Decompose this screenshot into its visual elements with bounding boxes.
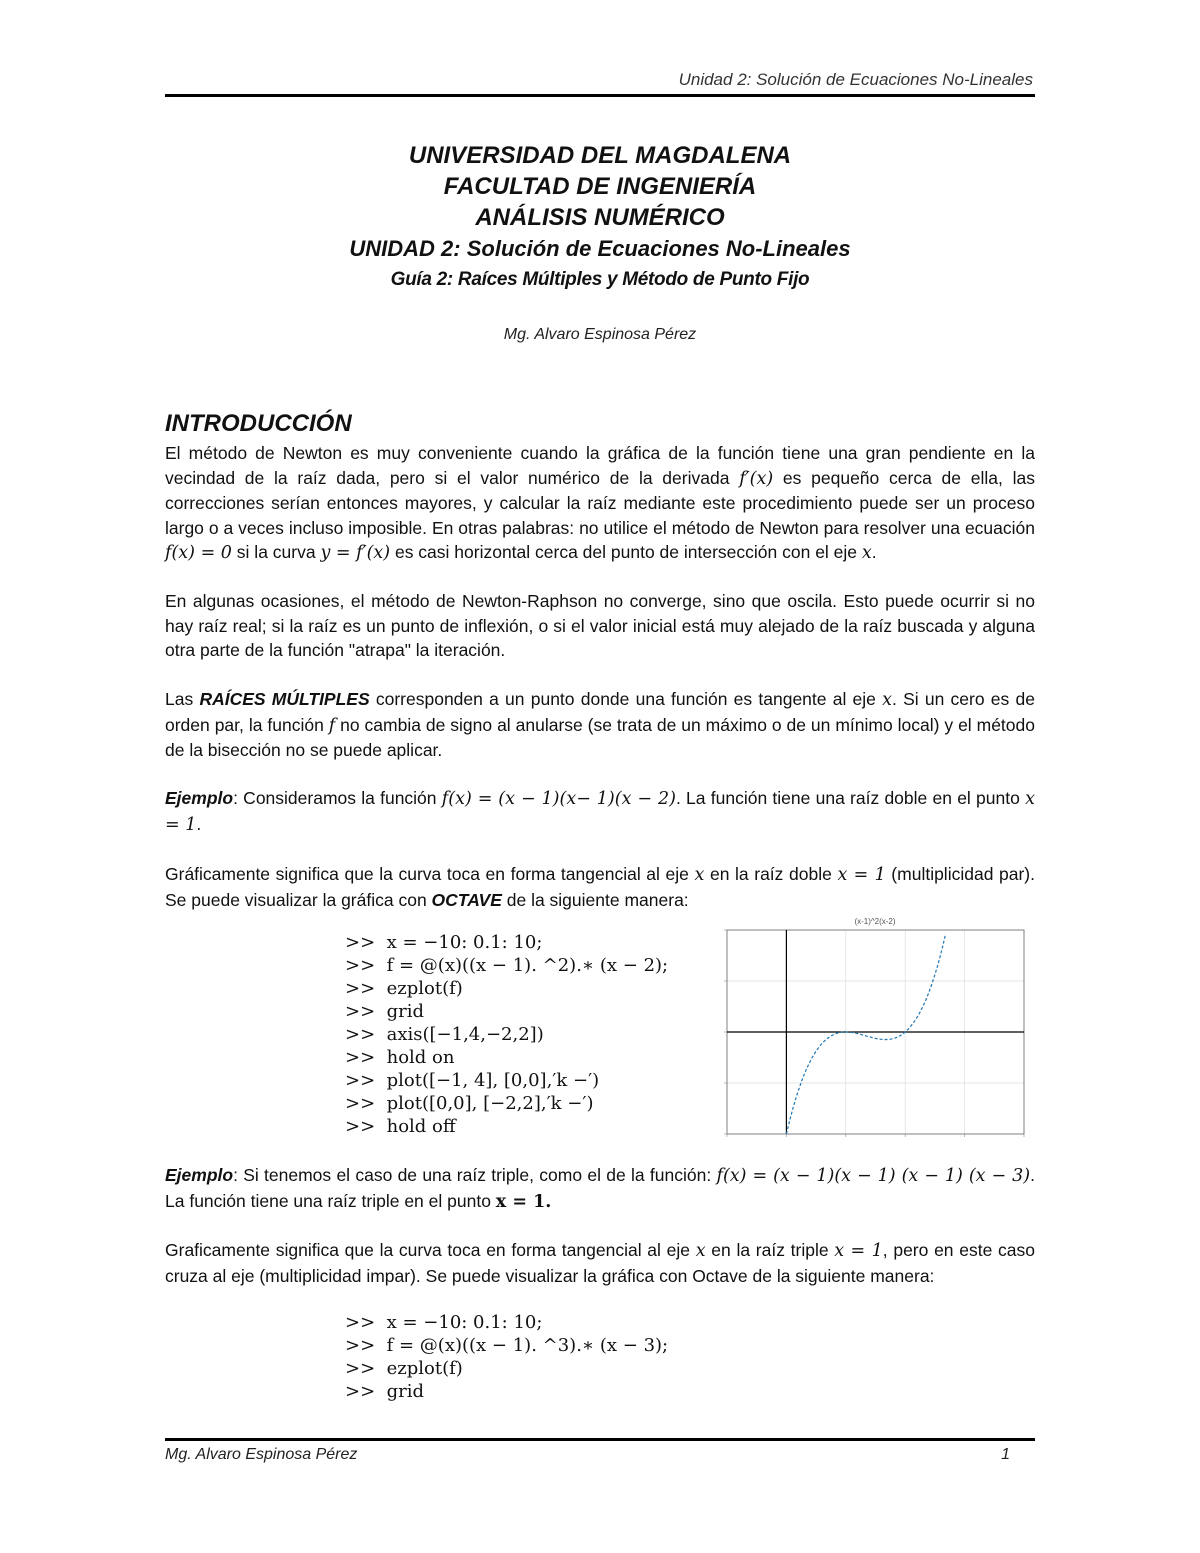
- example-triple-root: Ejemplo: Si tenemos el caso de una raíz triple, como el de la función: f(x) = (x − 1)(x − 1) (x − 1) (x − 3). La función tiene una raíz triple en el punto x = 1.: [165, 1165, 1035, 1212]
- code-line: >> ezplot(f): [345, 1358, 463, 1379]
- code-line: >> f = @(x)((x − 1). ^3).∗ (x − 3);: [345, 1335, 669, 1356]
- code-line: >> x = −10: 0.1: 10;: [345, 1312, 543, 1333]
- code-block-triple: [345, 1311, 668, 1403]
- code-line: >> plot([0,0], [−2,2],′k −′): [345, 1093, 594, 1114]
- code-line: >> hold on: [345, 1047, 455, 1068]
- footer-rule: [165, 1438, 1035, 1441]
- code-line: >> hold off: [345, 1116, 456, 1137]
- code-line: >> axis([−1,4,−2,2]): [345, 1024, 544, 1045]
- plot-title: (x-1)^2(x-2): [854, 917, 896, 926]
- function-curve: [786, 934, 945, 1134]
- octave-plot: [715, 912, 1035, 1148]
- code-line: >> grid: [345, 1001, 425, 1022]
- paragraph-graph-triple: Graficamente significa que la curva toca en forma tangencial al eje x en la raíz triple x = 1, pero en este caso cruza al eje (multiplicidad impar). Se puede visualizar la gráfica con Octave de la siguiente manera:: [165, 1240, 1035, 1286]
- example-double-root: Ejemplo: Consideramos la función f(x) = (x − 1)(x− 1)(x − 2). La función tiene una raíz doble en el punto x = 1.: [165, 788, 1035, 835]
- title-block: [165, 140, 1035, 295]
- course-title: ANÁLISIS NUMÉRICO: [475, 204, 725, 231]
- header-rule: [165, 94, 1035, 97]
- paragraph-newton: El método de Newton es muy conveniente cuando la gráfica de la función tiene una gran pendiente en la vecindad de la raíz dada, pero si el valor numérico de la derivada f′(x) es pequeño cerca de ella, las correcciones serían entonces mayores, y calcular la raíz mediante este procedimiento puede ser un proceso largo o a veces incluso imposible. En otras palabras: no utilice el método de Newton para resolver una ecuación f(x) = 0 si la curva y = f′(x) es casi horizontal cerca del punto de intersección con el eje x.: [165, 443, 1035, 563]
- paragraph-oscillation: En algunas ocasiones, el método de Newton-Raphson no converge, sino que oscila. Esto puede ocurrir si no hay raíz real; si la raíz es un punto de inflexión, o si el valor inicial está muy alejado de la raíz buscada y alguna otra parte de la función "atrapa" la iteración.: [165, 591, 1035, 660]
- tick-marks: [724, 930, 1024, 1137]
- code-line: >> ezplot(f): [345, 978, 463, 999]
- footer-author: Mg. Alvaro Espinosa Pérez: [165, 1446, 358, 1463]
- unit-title: UNIDAD 2: Solución de Ecuaciones No-Lineales: [349, 236, 851, 261]
- running-header: Unidad 2: Solución de Ecuaciones No-Lineales: [678, 70, 1033, 89]
- reference-lines: [727, 930, 1024, 1134]
- code-line: >> x = −10: 0.1: 10;: [345, 932, 543, 953]
- paragraph-graph-double: Gráficamente significa que la curva toca en forma tangencial al eje x en la raíz doble x = 1 (multiplicidad par). Se puede visualizar la gráfica con OCTAVE de la siguiente manera:: [165, 864, 1036, 910]
- author-line: Mg. Alvaro Espinosa Pérez: [503, 326, 697, 343]
- code-line: >> grid: [345, 1381, 425, 1402]
- faculty-title: FACULTAD DE INGENIERÍA: [443, 173, 757, 200]
- code-line: >> f = @(x)((x − 1). ^2).∗ (x − 2);: [345, 955, 669, 976]
- guide-title: Guía 2: Raíces Múltiples y Método de Punto Fijo: [390, 269, 810, 290]
- page-number: 1: [1001, 1446, 1010, 1463]
- university-title: UNIVERSIDAD DEL MAGDALENA: [408, 142, 792, 169]
- code-block-double: [345, 931, 668, 1138]
- paragraph-multiple-roots: Las RAÍCES MÚLTIPLES corresponden a un punto donde una función es tangente al eje x. Si un cero es de orden par, la función f no cambia de signo al anularse (se trata de un máximo o de un mínimo local) y el método de la bisección no se puede aplicar.: [165, 689, 1035, 760]
- page-footer: [165, 1446, 1010, 1464]
- code-line: >> plot([−1, 4], [0,0],′k −′): [345, 1070, 600, 1091]
- section-heading: INTRODUCCIÓN: [165, 410, 352, 437]
